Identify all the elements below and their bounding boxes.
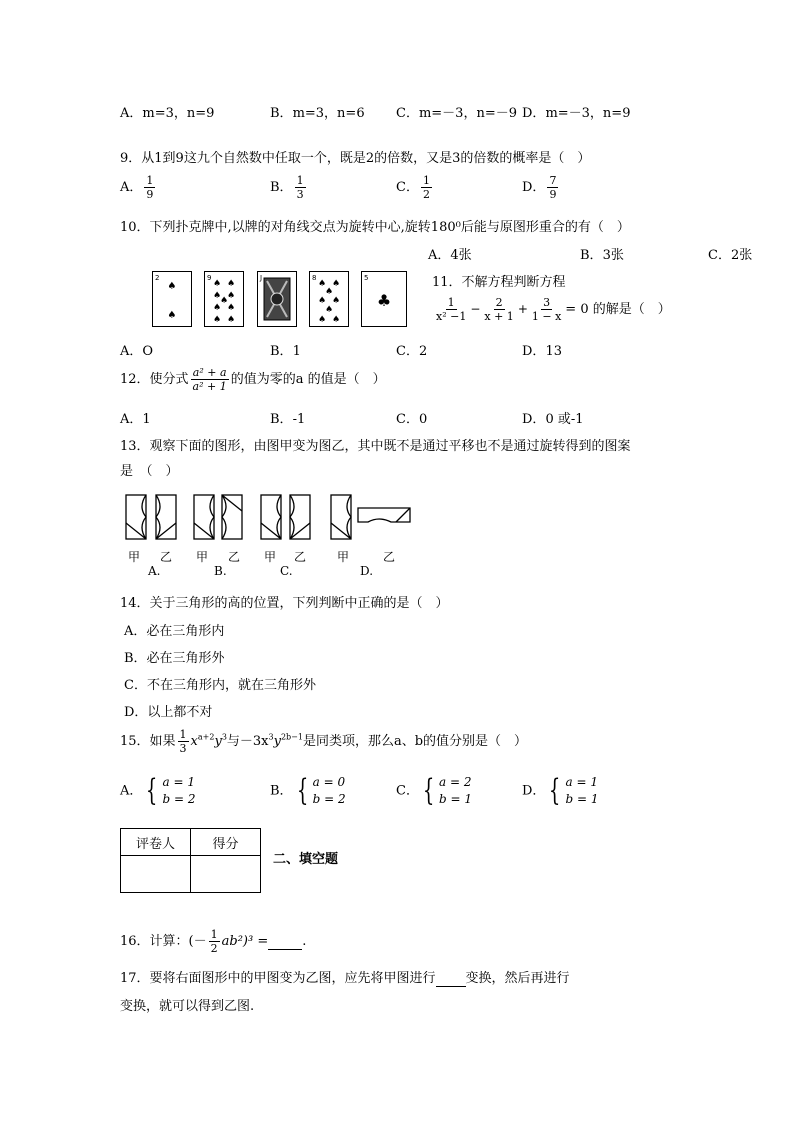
svg-text:♠: ♠ bbox=[317, 279, 327, 289]
q11-option-b: B．1 bbox=[270, 344, 301, 359]
q15-stem: 15．如果 $\frac{1}{3}$ $x^{a+2}y^3$与$-3x^3y^{2b-1}$是同类项，那么a、b的值分别是（ ） bbox=[120, 728, 528, 755]
q15-option-b: B． { a = 0 b = 2 bbox=[270, 773, 346, 808]
q12-stem: 12．使分式 $\frac{\text{a² + a}}{\text{a² + 1}}$ 的值为零的a 的值是（ ） bbox=[120, 366, 386, 393]
q12-option-c: C．0 bbox=[396, 412, 428, 427]
svg-text:♠: ♠ bbox=[167, 310, 177, 321]
q13-label-yi-d: 乙 bbox=[383, 550, 396, 564]
svg-text:♠: ♠ bbox=[317, 315, 327, 325]
q11-equation: $\frac{1}{\text{x² −1}}$ − $\frac{2}{x + 1}$ + $\frac{3}{1 - x}$ = 0 的解是（ ） bbox=[436, 296, 671, 323]
q13-stem-line2: 是 （ ） bbox=[120, 464, 179, 479]
q14-option-a: A．必在三角形内 bbox=[124, 624, 225, 639]
q13-option-d: D. bbox=[360, 564, 374, 578]
q9-option-d: D． $\frac{7}{9}$ bbox=[522, 174, 557, 201]
q16-stem: 16．计算：(－ $\frac{1}{2}$ ab²)³ = . bbox=[120, 928, 307, 955]
svg-text:♠: ♠ bbox=[226, 303, 236, 313]
q15-option-a: A． { a = 1 b = 2 bbox=[120, 773, 196, 808]
q13-label-jia-d: 甲 bbox=[337, 550, 350, 564]
q8-option-a: A．m=3，n=9 bbox=[120, 106, 215, 121]
q10-option-c: C．2张 bbox=[708, 248, 753, 263]
svg-text:♠: ♠ bbox=[212, 279, 222, 289]
q13-label-yi-a: 乙 bbox=[160, 550, 173, 564]
section-title-fill-blank: 二、填空题 bbox=[273, 852, 339, 867]
q13-stem-line1: 13．观察下面的图形，由图甲变为图乙，其中既不是通过平移也不是通过旋转得到的图案 bbox=[120, 439, 631, 454]
q8-option-c: C．m=－3，n=－9 bbox=[396, 106, 517, 121]
svg-text:♠: ♠ bbox=[317, 296, 327, 306]
q9-option-c: C． $\frac{1}{2}$ bbox=[396, 174, 430, 201]
q11-stem: 11．不解方程判断方程 bbox=[432, 275, 566, 290]
q11-option-c: C．2 bbox=[396, 344, 428, 359]
q9-option-b: B． $\frac{1}{3}$ bbox=[270, 174, 304, 201]
svg-text:♠: ♠ bbox=[226, 291, 236, 301]
svg-text:♠: ♠ bbox=[226, 315, 236, 325]
q8-option-d: D．m=－3，n=9 bbox=[522, 106, 631, 121]
q13-label-yi-b: 乙 bbox=[228, 550, 241, 564]
svg-text:♠: ♠ bbox=[331, 279, 341, 289]
q12-option-b: B．-1 bbox=[270, 412, 306, 427]
q10-stem: 10．下列扑克牌中,以牌的对角线交点为旋转中心,旋转180⁰后能与原图形重合的有（ ） bbox=[120, 220, 630, 235]
q11-option-a: A．O bbox=[120, 344, 154, 359]
q15-option-d: D． { a = 1 b = 1 bbox=[522, 773, 599, 808]
q14-stem: 14．关于三角形的高的位置，下列判断中正确的是（ ） bbox=[120, 596, 449, 611]
q13-option-c: C. bbox=[280, 564, 293, 578]
playing-card-8-spades: 8 ♠ ♠ ♠ ♠ ♠ ♠ ♠ ♠ bbox=[309, 271, 349, 327]
svg-text:♠: ♠ bbox=[212, 291, 222, 301]
score-table-header-grader: 评卷人 bbox=[121, 829, 191, 856]
q12-option-d: D．0 或-1 bbox=[522, 412, 584, 427]
q10-option-a: A．4张 bbox=[428, 248, 472, 263]
score-table-header-score: 得分 bbox=[191, 829, 261, 856]
q14-option-d: D．以上都不对 bbox=[124, 705, 213, 720]
q15-option-c: C． { a = 2 b = 1 bbox=[396, 773, 473, 808]
score-table-grader-cell[interactable] bbox=[121, 856, 191, 893]
svg-text:♠: ♠ bbox=[331, 315, 341, 325]
playing-card-jack: J bbox=[257, 271, 297, 327]
q8-option-b: B．m=3，n=6 bbox=[270, 106, 365, 121]
q13-label-yi-c: 乙 bbox=[294, 550, 307, 564]
svg-text:♣: ♣ bbox=[376, 291, 392, 310]
q9-option-a: A． $\frac{1}{9}$ bbox=[120, 174, 154, 201]
q14-option-c: C．不在三角形内，就在三角形外 bbox=[124, 678, 316, 693]
svg-text:♠: ♠ bbox=[331, 296, 341, 306]
svg-text:♠: ♠ bbox=[212, 315, 222, 325]
playing-card-9-spades: 9 ♠ ♠ ♠ ♠ ♠ ♠ ♠ ♠ ♠ bbox=[204, 271, 244, 327]
svg-text:♠: ♠ bbox=[167, 281, 177, 292]
score-table bbox=[120, 828, 261, 893]
q17-line2: 变换，就可以得到乙图. bbox=[120, 999, 255, 1014]
playing-card-5-clubs: 5 ♣ bbox=[361, 271, 407, 327]
svg-text:♠: ♠ bbox=[226, 279, 236, 289]
svg-text:♠: ♠ bbox=[212, 303, 222, 313]
q13-option-b: B. bbox=[214, 564, 227, 578]
q11-option-d: D．13 bbox=[522, 344, 562, 359]
q13-label-jia-a: 甲 bbox=[128, 550, 141, 564]
q13-label-jia-c: 甲 bbox=[264, 550, 277, 564]
playing-card-2-spades: 2 ♠ ♠ bbox=[152, 271, 192, 327]
q10-option-b: B．3张 bbox=[580, 248, 624, 263]
svg-text:♠: ♠ bbox=[324, 287, 334, 297]
q17-answer-blank-1[interactable] bbox=[436, 971, 466, 987]
q17-line1: 17．要将右面图形中的甲图变为乙图，应先将甲图进行 变换，然后再进行 bbox=[120, 971, 570, 986]
svg-text:♠: ♠ bbox=[219, 296, 229, 306]
q13-label-jia-b: 甲 bbox=[196, 550, 209, 564]
svg-text:♠: ♠ bbox=[324, 305, 334, 315]
q12-option-a: A．1 bbox=[120, 412, 151, 427]
score-table-score-cell[interactable] bbox=[191, 856, 261, 893]
q13-option-a: A. bbox=[148, 564, 161, 578]
q16-answer-blank[interactable] bbox=[268, 934, 302, 950]
q9-stem: 9．从1到9这九个自然数中任取一个，既是2的倍数，又是3的倍数的概率是（ ） bbox=[120, 151, 591, 166]
q14-option-b: B．必在三角形外 bbox=[124, 651, 225, 666]
q13-figures bbox=[120, 490, 420, 550]
